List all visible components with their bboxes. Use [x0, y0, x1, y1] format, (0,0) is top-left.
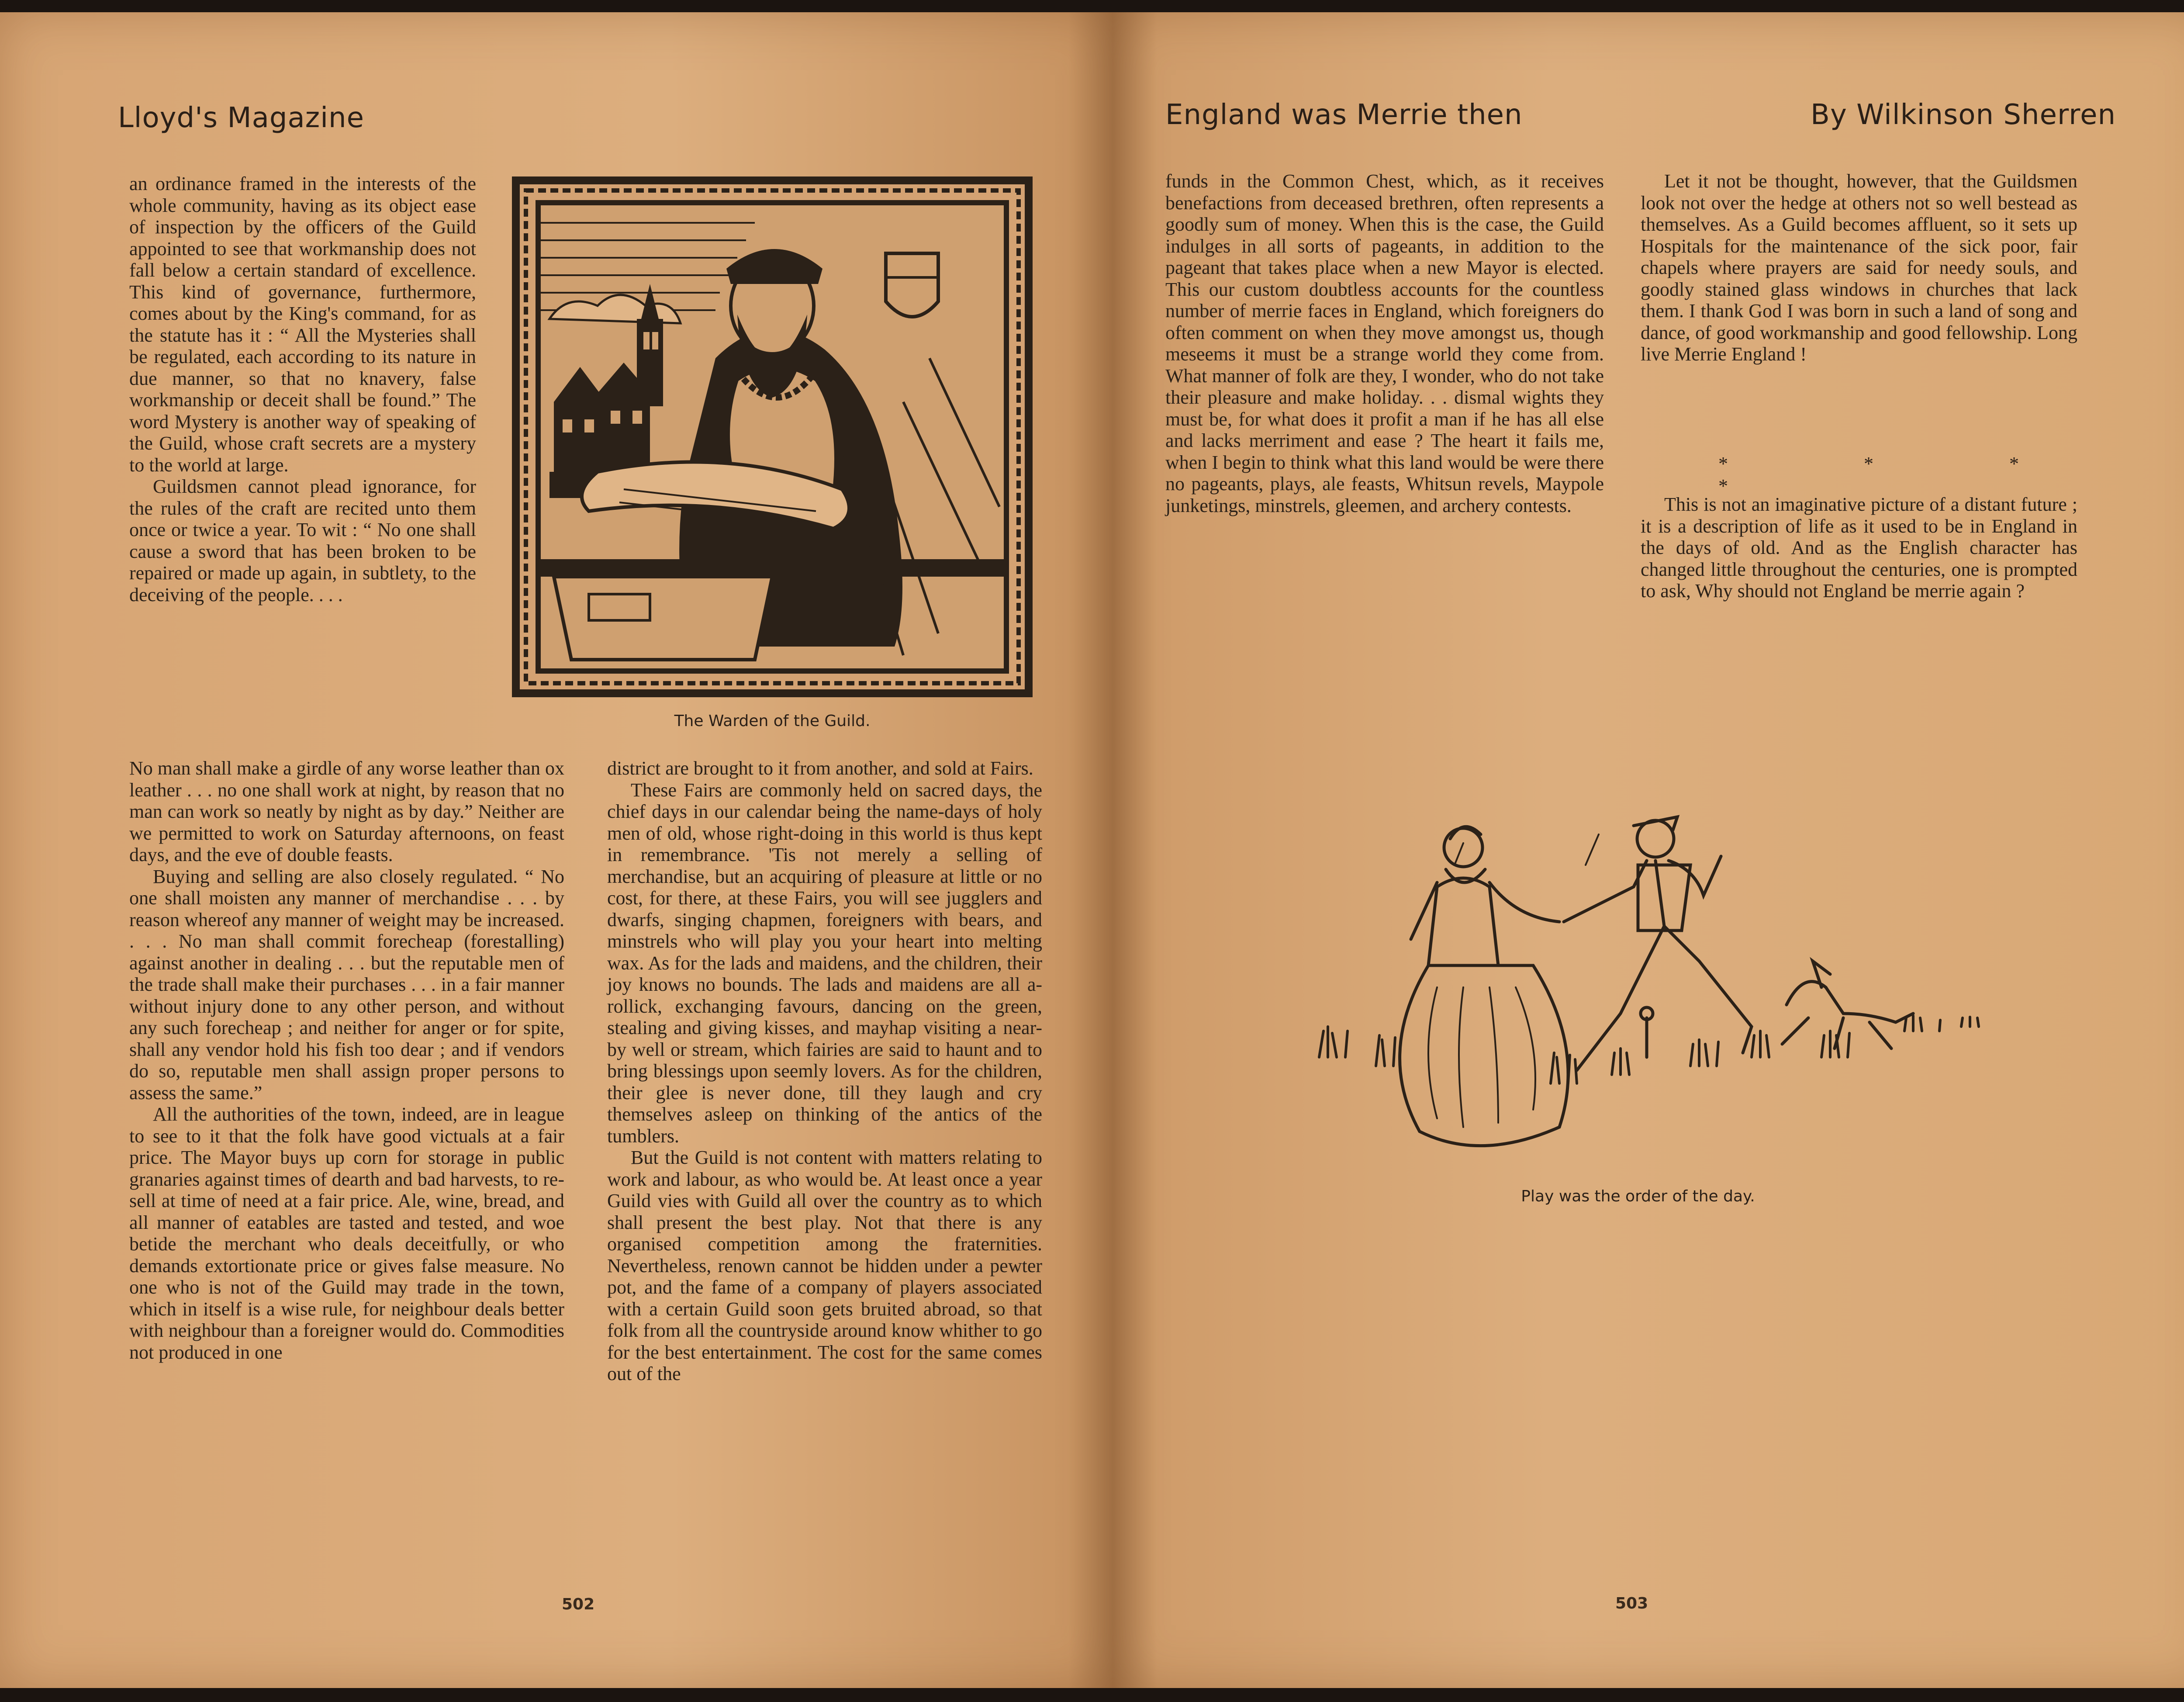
warden-woodcut-illustration	[510, 175, 1034, 699]
running-head-left-page: Lloyd's Magazine	[118, 102, 364, 134]
running-head-author: By Wilkinson Sherren	[1811, 99, 2116, 131]
right-column-2-top	[1641, 170, 2077, 365]
woodcut-caption: The Warden of the Guild.	[674, 712, 871, 730]
paragraph: Buying and selling are also closely regulated. “ No one shall moisten any manner of merchandise . . . by reason whereof any manner of weight may be increased. . . . No man shall commit forecheap (forestalling) against another in dealing . . . but the reputable men of the trade shall make their purchases . . . in a fair manner without injury done to any other person, and without any such forecheap ; and neither for anger or for spite, shall any vendor hold his fish too dear ; and if vendors do so, reputable men shall assign proper persons to assess the same.”	[129, 865, 564, 1104]
right-column-1	[1165, 170, 1604, 516]
paragraph: This is not an imaginative picture of a distant future ; it is a description of life as it used to be in England in the days of old. And as the English character has changed little throughout the centuries, one is prompted to ask, Why should not England be merrie again ?	[1641, 494, 2077, 602]
paragraph: an ordinance framed in the interests of the whole community, having as its object ease of inspection by the officers of the Guild appointed to see that workmanship does not fall below a certain standard of excellence. This kind of governance, furthermore, comes about by the King's command, for as the statute has it : “ All the Mysteries shall be regulated, each according to its nature in due manner, so that no knavery, false workmanship or deceit shall be found.” The word Mystery is another way of speaking of the Guild, whose craft secrets are a mystery to the world at large.	[129, 173, 476, 476]
left-column-1-bottom	[129, 758, 564, 1363]
left-column-2	[607, 758, 1042, 1385]
left-column-1-top	[129, 173, 476, 605]
paragraph: But the Guild is not content with matters relating to work and labour, as who would be. At least once a year Guild vies with Guild all over the country as to which shall present the best play. Not that there is any organised competition among the fraternities. Nevertheless, renown cannot be hidden under a pewter pot, and the fame of a company of players associated with a certain Guild soon gets bruited abroad, so that folk from all the countryside around know whither to go for the best entertainment. The cost for the same comes out of the	[607, 1147, 1042, 1384]
left-page	[0, 12, 1113, 1688]
paragraph: funds in the Common Chest, which, as it receives benefactions from deceased brethren, often represents a goodly sum of money. When this is the case, the Guild indulges in all sorts of pageants, in addition to the pageant that takes place when a new Mayor is elected. This our custom doubtless accounts for the countless number of merrie faces in England, which foreigners do often comment on when they move amongst us, though meseems it must be a strange world they come from. What manner of folk are they, I wonder, who do not take their pleasure and make holiday. . . dismal wights they must be, for what does it profit a man if he has all else and lacks merriment and ease ? The heart it fails me, when I begin to think what this land would be were there no pageants, plays, ale feasts, Whitsun revels, Maypole junketings, minstrels, gleemen, and archery contests.	[1165, 170, 1604, 516]
paragraph: Guildsmen cannot plead ignorance, for the rules of the craft are recited unto them once or twice a year. To wit : “ No one shall cause a sword that has been broken to be repaired or made up again, in subtlety, to the deceiving of the people. . . .	[129, 476, 476, 605]
right-column-2-bottom	[1641, 494, 2077, 602]
running-head-title: England was Merrie then	[1165, 99, 1523, 131]
paragraph: Let it not be thought, however, that the Guildsmen look not over the hedge at others not so well bestead as themselves. As a Guild becomes affluent, so it sets up Hospitals for the maintenance of the sick poor, fair chapels where prayers are said for needy souls, and goodly stained glass windows in churches that lack them. I thank God I was born in such a land of song and dance, of good workmanship and good fellowship. Long live Merrie England !	[1641, 170, 2077, 365]
dancing-couple-illustration	[1306, 813, 2005, 1175]
dance-caption: Play was the order of the day.	[1521, 1187, 1755, 1205]
section-separator: * * * *	[1718, 453, 2084, 497]
page-number-left: 502	[562, 1595, 595, 1613]
paragraph: These Fairs are commonly held on sacred days, the chief days in our calendar being the name-days of holy men of old, whose right-doing in this world is thus kept in remembrance. 'Tis not merely a selling of merchandise, but an acquiring of pleasure at little or no cost, for there, at these Fairs, you will see jugglers and dwarfs, singing chapmen, foreigners with bears, and minstrels who will play you your heart into melting wax. As for the lads and maidens, and the children, their joy knows no bounds. The lads and maidens are all a-rollick, exchanging favours, dancing on the green, stealing and giving kisses, and mayhap visiting a near-by well or stream, which fairies are said to haunt and to bring blessings upon seemly lovers. As for the children, their glee is never done, till they laugh and cry themselves asleep on thinking of the antics of the tumblers.	[607, 779, 1042, 1147]
paragraph: All the authorities of the town, indeed, are in league to see to it that the folk have good victuals at a fair price. The Mayor buys up corn for storage in public granaries against times of dearth and bad harvests, to re-sell at time of need at a fair price. Ale, wine, bread, and all manner of eatables are tasted and tested, and woe betide the merchant who deals deceitfully, or who demands extortionate price or gives false measure. No one who is not of the Guild may trade in the town, which in itself is a wise rule, for neighbour deals better with neighbour than a foreigner would do. Commodities not produced in one	[129, 1104, 564, 1363]
page-number-right: 503	[1615, 1595, 1648, 1612]
paragraph: district are brought to it from another, and sold at Fairs.	[607, 758, 1033, 779]
paragraph: No man shall make a girdle of any worse leather than ox leather . . . no one shall work at night, by reason that no man can work so neatly by night as by day.” Neither are we permitted to work on Saturday afternoons, on feast days, and the eve of double feasts.	[129, 758, 564, 865]
